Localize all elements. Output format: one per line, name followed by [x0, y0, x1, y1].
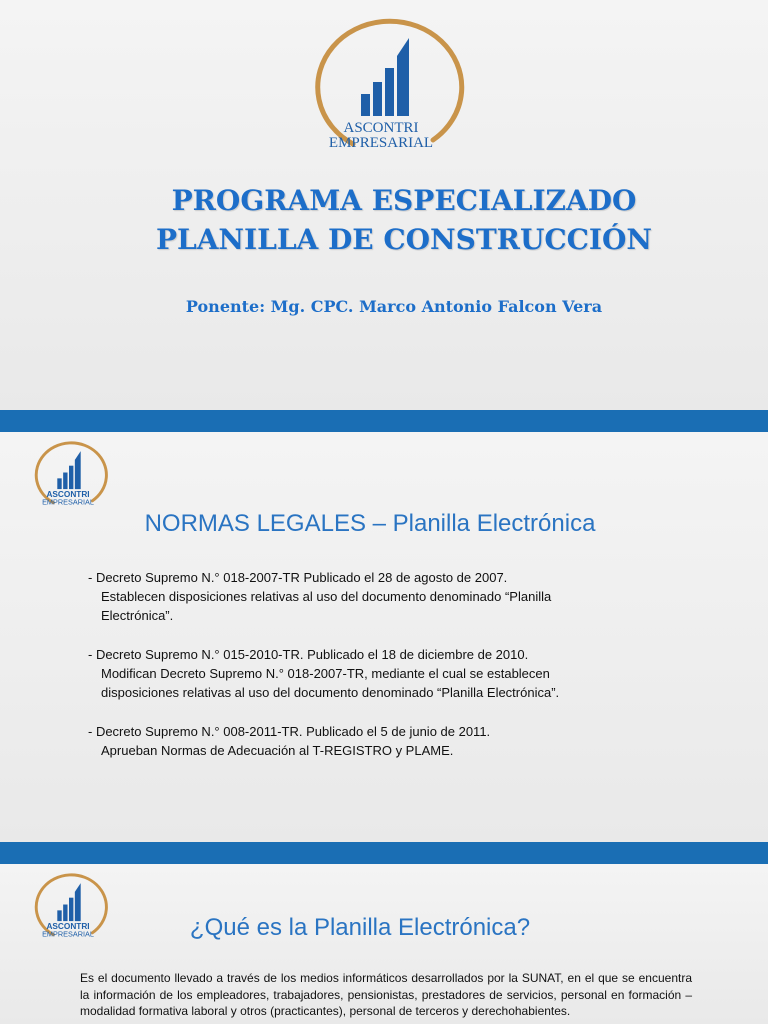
- logo-line2: EMPRESARIAL: [42, 929, 94, 938]
- norm-line: Electrónica”.: [101, 608, 174, 623]
- cover-title-line1: PROGRAMA ESPECIALIZADO: [171, 184, 637, 217]
- logo-line1: ASCONTRI: [46, 489, 90, 499]
- divider-band: [0, 410, 768, 432]
- logo-line2: EMPRESARIAL: [42, 497, 94, 506]
- norm-line: - Decreto Supremo N.° 008-2011-TR. Publicado el 5 de junio de 2011.: [88, 724, 491, 739]
- definicion-body: Es el documento llevado a través de los medios informáticos desarrollados por la SUNAT, en el que se encuentra la información de los empleadores, trabajadores, pensionistas, prestadores de servicios, personal en formación – modalidad formativa laboral y otros (practicantes), personal de terceros y derechohabientes.: [80, 971, 692, 1018]
- slide-cover: [0, 0, 768, 410]
- logo-line1: ASCONTRI: [343, 120, 419, 136]
- norm-line: - Decreto Supremo N.° 015-2010-TR. Publicado el 18 de diciembre de 2010.: [88, 647, 529, 662]
- ascontri-logo-small: [30, 440, 108, 506]
- slide-definicion: [0, 864, 768, 1024]
- norm-line: Modifican Decreto Supremo N.° 018-2007-TR, mediante el cual se establecen: [101, 666, 550, 681]
- norm-item: [88, 645, 688, 702]
- ascontri-logo: [305, 16, 465, 150]
- logo-line2: EMPRESARIAL: [328, 135, 434, 150]
- norm-line: - Decreto Supremo N.° 018-2007-TR Publicado el 28 de agosto de 2007.: [88, 570, 508, 585]
- divider-band: [0, 842, 768, 864]
- cover-speaker: Ponente: Mg. CPC. Marco Antonio Falcon Vera: [185, 297, 603, 316]
- norm-item: [88, 568, 688, 625]
- cover-title-line2: PLANILLA DE CONSTRUCCIÓN: [155, 223, 653, 256]
- norm-line: disposiciones relativas al uso del documento denominado “Planilla Electrónica”.: [101, 685, 560, 700]
- normas-title: NORMAS LEGALES – Planilla Electrónica: [144, 510, 596, 537]
- logo-line1: ASCONTRI: [46, 921, 90, 931]
- norm-line: Establecen disposiciones relativas al uso del documento denominado “Planilla: [101, 589, 552, 604]
- normas-list: [88, 568, 688, 780]
- norm-line: Aprueban Normas de Adecuación al T-REGISTRO y PLAME.: [101, 743, 454, 758]
- slide-normas: [0, 432, 768, 842]
- norm-item: [88, 722, 688, 760]
- definicion-title: ¿Qué es la Planilla Electrónica?: [189, 914, 531, 941]
